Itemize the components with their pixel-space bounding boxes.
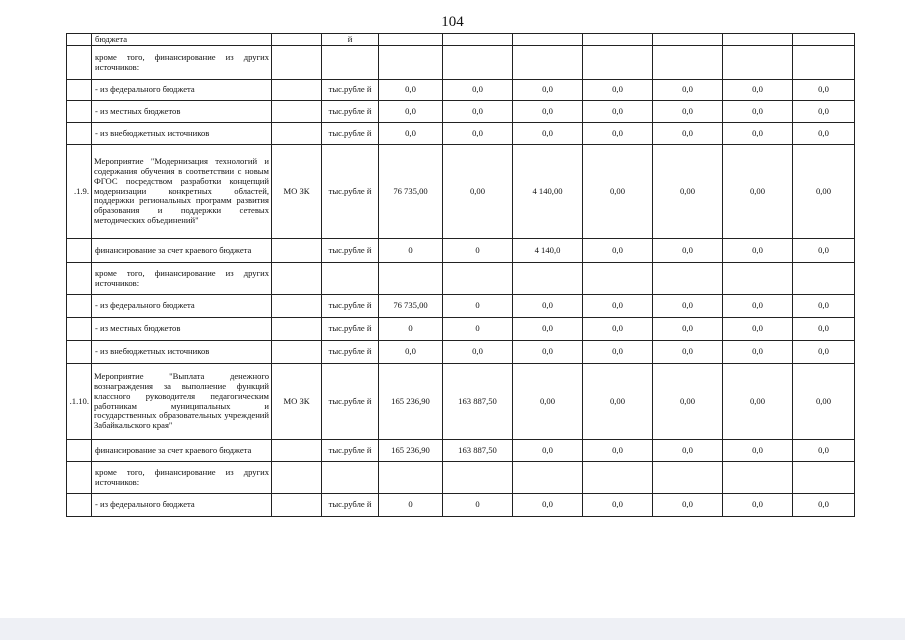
row-value-year-1: 0,0 <box>379 123 443 145</box>
row-value-year-7 <box>793 46 855 80</box>
row-executor <box>272 239 322 263</box>
table-row <box>67 80 855 101</box>
row-value-year-5: 0,0 <box>653 494 723 517</box>
row-description: - из федерального бюджета <box>92 80 272 101</box>
row-value-year-7: 0,0 <box>793 239 855 263</box>
row-unit: тыс.рубле й <box>322 295 379 318</box>
row-number <box>67 318 92 341</box>
row-value-year-6: 0,0 <box>723 101 793 123</box>
row-unit: тыс.рубле й <box>322 341 379 364</box>
row-value-year-6: 0,0 <box>723 80 793 101</box>
row-value-year-1 <box>379 462 443 494</box>
row-value-year-6: 0,0 <box>723 295 793 318</box>
row-value-year-5: 0,0 <box>653 341 723 364</box>
row-value-year-5: 0,0 <box>653 295 723 318</box>
row-value-year-3: 0,0 <box>513 341 583 364</box>
row-number <box>67 263 92 295</box>
row-value-year-3: 0,0 <box>513 80 583 101</box>
row-number <box>67 34 92 46</box>
row-unit: тыс.рубле й <box>322 145 379 239</box>
row-value-year-3: 4 140,00 <box>513 145 583 239</box>
row-value-year-1: 0,0 <box>379 101 443 123</box>
table-row <box>67 295 855 318</box>
row-value-year-4: 0,0 <box>583 101 653 123</box>
table-row <box>67 494 855 517</box>
table-row <box>67 46 855 80</box>
row-description: финансирование за счет краевого бюджета <box>92 440 272 462</box>
table-row <box>67 341 855 364</box>
row-number <box>67 494 92 517</box>
row-value-year-3: 0,00 <box>513 364 583 440</box>
row-unit <box>322 263 379 295</box>
row-value-year-5: 0,0 <box>653 440 723 462</box>
row-description: Мероприятие "Выплата денежного вознаграждения за выполнение функций классного руководителя педагогическим работникам муниципальных и государственных образовательных учреждений Забайкальского края" <box>92 364 272 440</box>
row-value-year-3: 0,0 <box>513 440 583 462</box>
row-value-year-2 <box>443 462 513 494</box>
row-executor <box>272 341 322 364</box>
row-description: - из федерального бюджета <box>92 494 272 517</box>
row-value-year-5: 0,00 <box>653 145 723 239</box>
row-number <box>67 440 92 462</box>
budget-table <box>66 33 855 517</box>
row-value-year-7: 0,0 <box>793 341 855 364</box>
row-value-year-5 <box>653 34 723 46</box>
row-value-year-7: 0,00 <box>793 364 855 440</box>
row-value-year-6: 0,0 <box>723 123 793 145</box>
table-row <box>67 101 855 123</box>
row-executor: МО ЗК <box>272 364 322 440</box>
row-value-year-5: 0,0 <box>653 101 723 123</box>
row-value-year-4: 0,0 <box>583 341 653 364</box>
row-value-year-6: 0,0 <box>723 318 793 341</box>
row-value-year-2: 0,0 <box>443 341 513 364</box>
row-number <box>67 123 92 145</box>
row-executor <box>272 46 322 80</box>
row-value-year-7 <box>793 263 855 295</box>
row-value-year-4: 0,0 <box>583 123 653 145</box>
table-row <box>67 318 855 341</box>
row-value-year-3: 0,0 <box>513 295 583 318</box>
row-value-year-2: 0,00 <box>443 145 513 239</box>
row-value-year-7 <box>793 462 855 494</box>
row-value-year-1 <box>379 46 443 80</box>
row-description: кроме того, финансирование из других источников: <box>92 46 272 80</box>
row-value-year-1: 165 236,90 <box>379 364 443 440</box>
row-description: кроме того, финансирование из других источников: <box>92 462 272 494</box>
row-value-year-7: 0,0 <box>793 494 855 517</box>
row-description: - из федерального бюджета <box>92 295 272 318</box>
row-value-year-1: 0 <box>379 494 443 517</box>
row-value-year-6: 0,0 <box>723 341 793 364</box>
row-executor <box>272 318 322 341</box>
row-value-year-7: 0,0 <box>793 123 855 145</box>
row-value-year-6: 0,00 <box>723 145 793 239</box>
row-number <box>67 80 92 101</box>
row-value-year-5: 0,0 <box>653 239 723 263</box>
row-executor <box>272 263 322 295</box>
row-description: - из местных бюджетов <box>92 318 272 341</box>
row-value-year-6 <box>723 462 793 494</box>
row-value-year-3: 0,0 <box>513 123 583 145</box>
row-value-year-5: 0,0 <box>653 123 723 145</box>
row-value-year-4: 0,0 <box>583 80 653 101</box>
row-value-year-7: 0,0 <box>793 295 855 318</box>
row-description: бюджета <box>92 34 272 46</box>
table-row <box>67 123 855 145</box>
row-value-year-2: 0 <box>443 295 513 318</box>
row-value-year-6: 0,00 <box>723 364 793 440</box>
row-value-year-4: 0,0 <box>583 318 653 341</box>
row-value-year-1: 0,0 <box>379 80 443 101</box>
row-value-year-3: 0,0 <box>513 101 583 123</box>
row-value-year-1: 0,0 <box>379 341 443 364</box>
row-value-year-7: 0,00 <box>793 145 855 239</box>
row-value-year-6 <box>723 46 793 80</box>
row-value-year-1 <box>379 34 443 46</box>
row-value-year-4: 0,00 <box>583 145 653 239</box>
row-value-year-4 <box>583 34 653 46</box>
row-value-year-4: 0,00 <box>583 364 653 440</box>
row-value-year-6: 0,0 <box>723 239 793 263</box>
row-unit: тыс.рубле й <box>322 80 379 101</box>
row-value-year-4 <box>583 462 653 494</box>
row-value-year-4 <box>583 263 653 295</box>
row-description: финансирование за счет краевого бюджета <box>92 239 272 263</box>
row-value-year-3: 0,0 <box>513 318 583 341</box>
row-executor: МО ЗК <box>272 145 322 239</box>
row-description: - из внебюджетных источников <box>92 341 272 364</box>
row-value-year-4: 0,0 <box>583 239 653 263</box>
row-value-year-3 <box>513 462 583 494</box>
row-value-year-5 <box>653 462 723 494</box>
row-value-year-7 <box>793 34 855 46</box>
row-unit: тыс.рубле й <box>322 318 379 341</box>
row-value-year-7: 0,0 <box>793 101 855 123</box>
row-executor <box>272 123 322 145</box>
row-value-year-1: 165 236,90 <box>379 440 443 462</box>
row-number <box>67 295 92 318</box>
row-unit <box>322 46 379 80</box>
row-value-year-1: 76 735,00 <box>379 295 443 318</box>
row-executor <box>272 34 322 46</box>
row-unit: тыс.рубле й <box>322 123 379 145</box>
row-value-year-3: 4 140,0 <box>513 239 583 263</box>
row-value-year-5: 0,0 <box>653 80 723 101</box>
row-value-year-6: 0,0 <box>723 440 793 462</box>
row-value-year-5 <box>653 46 723 80</box>
row-value-year-2 <box>443 263 513 295</box>
row-unit: тыс.рубле й <box>322 101 379 123</box>
row-number <box>67 101 92 123</box>
row-value-year-2: 0 <box>443 239 513 263</box>
row-value-year-2: 163 887,50 <box>443 364 513 440</box>
row-value-year-3 <box>513 263 583 295</box>
row-value-year-3 <box>513 34 583 46</box>
row-unit: тыс.рубле й <box>322 364 379 440</box>
row-value-year-2: 0 <box>443 494 513 517</box>
row-unit <box>322 462 379 494</box>
row-description: кроме того, финансирование из других источников: <box>92 263 272 295</box>
table-row <box>67 239 855 263</box>
row-unit: тыс.рубле й <box>322 494 379 517</box>
row-value-year-6 <box>723 34 793 46</box>
table-row <box>67 440 855 462</box>
row-unit: й <box>322 34 379 46</box>
row-executor <box>272 494 322 517</box>
row-value-year-4: 0,0 <box>583 295 653 318</box>
row-executor <box>272 101 322 123</box>
row-value-year-4 <box>583 46 653 80</box>
row-description: - из внебюджетных источников <box>92 123 272 145</box>
row-value-year-2: 0,0 <box>443 123 513 145</box>
row-value-year-2: 0,0 <box>443 80 513 101</box>
row-value-year-1: 76 735,00 <box>379 145 443 239</box>
row-unit: тыс.рубле й <box>322 239 379 263</box>
row-number: .1.9. <box>67 145 92 239</box>
row-value-year-6 <box>723 263 793 295</box>
activity-row <box>67 145 855 239</box>
table-row <box>67 462 855 494</box>
row-number <box>67 239 92 263</box>
activity-row <box>67 364 855 440</box>
row-value-year-2 <box>443 46 513 80</box>
row-description: Мероприятие "Модернизация технологий и содержания обучения в соответствии с новым ФГОС посредством разработки концепций модернизации конкретных областей, поддержки региональных программ развития образования и поддержки сетевых методических объединений" <box>92 145 272 239</box>
row-value-year-1: 0 <box>379 239 443 263</box>
row-value-year-7: 0,0 <box>793 318 855 341</box>
row-executor <box>272 462 322 494</box>
budget-table-body <box>67 34 855 517</box>
row-executor <box>272 440 322 462</box>
row-value-year-7: 0,0 <box>793 80 855 101</box>
row-value-year-5 <box>653 263 723 295</box>
table-row <box>67 34 855 46</box>
page-number: 104 <box>441 14 464 30</box>
row-value-year-3: 0,0 <box>513 494 583 517</box>
row-value-year-6: 0,0 <box>723 494 793 517</box>
row-value-year-2: 163 887,50 <box>443 440 513 462</box>
row-value-year-2: 0,0 <box>443 101 513 123</box>
row-number <box>67 341 92 364</box>
row-executor <box>272 80 322 101</box>
row-value-year-1: 0 <box>379 318 443 341</box>
row-value-year-4: 0,0 <box>583 494 653 517</box>
row-number <box>67 462 92 494</box>
row-executor <box>272 295 322 318</box>
row-value-year-1 <box>379 263 443 295</box>
row-number <box>67 46 92 80</box>
row-number: .1.10. <box>67 364 92 440</box>
page-bottom-margin <box>0 618 905 640</box>
row-value-year-4: 0,0 <box>583 440 653 462</box>
row-value-year-2 <box>443 34 513 46</box>
row-value-year-3 <box>513 46 583 80</box>
row-value-year-2: 0 <box>443 318 513 341</box>
row-value-year-5: 0,0 <box>653 318 723 341</box>
row-value-year-7: 0,0 <box>793 440 855 462</box>
row-value-year-5: 0,00 <box>653 364 723 440</box>
row-unit: тыс.рубле й <box>322 440 379 462</box>
row-description: - из местных бюджетов <box>92 101 272 123</box>
table-row <box>67 263 855 295</box>
